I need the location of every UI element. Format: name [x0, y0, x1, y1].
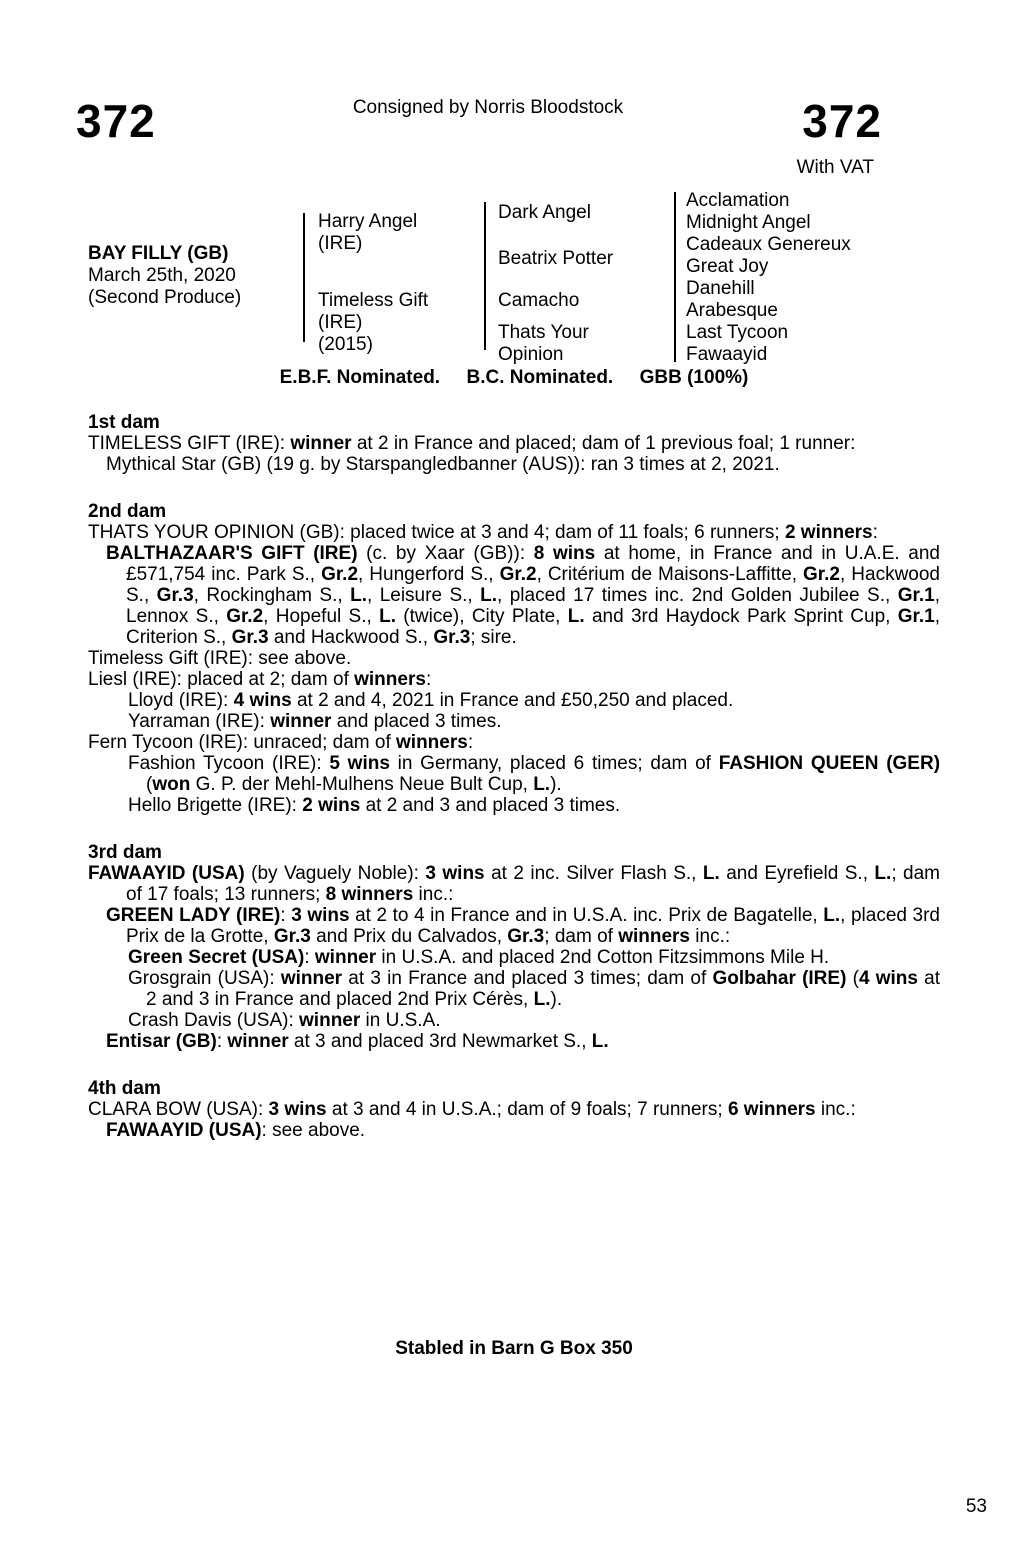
- vat-note: With VAT: [796, 157, 874, 178]
- pedigree-paragraph: Fashion Tycoon (IRE): 5 wins in Germany, placed 6 times; dam of FASHION QUEEN (GER) (won G. P. der Mehl-Mulhens Neue Bult Cup, L.).: [128, 753, 941, 795]
- grandsire-sireside: Dark Angel: [498, 202, 591, 223]
- subject-name: BAY FILLY (GB): [88, 243, 229, 264]
- pedigree-paragraph: Grosgrain (USA): winner at 3 in France and placed 3 times; dam of Golbahar (IRE) (4 wins at 2 and 3 in France and placed 2nd Prix Cérès, L.).: [128, 968, 941, 1010]
- grandsire-damside: Camacho: [498, 290, 580, 311]
- sire-name: Harry Angel: [318, 211, 418, 232]
- pedigree-paragraph: BALTHAZAAR'S GIFT (IRE) (c. by Xaar (GB)): 8 wins at home, in France and in U.A.E. and £571,754 inc. Park S., Gr.2, Hungerford S., Gr.2, Critérium de Maisons-Laffitte, Gr.2, Hackwood S., Gr.3, Rockingham S., L., Leisure S., L., placed 17 times inc. 2nd Golden Jubilee S., Gr.1, Lennox S., Gr.2, Hopeful S., L. (twice), City Plate, L. and 3rd Haydock Park Sprint Cup, Gr.1, Criterion S., Gr.3 and Hackwood S., Gr.3; sire.: [106, 543, 940, 648]
- great-grandparent: Acclamation: [686, 190, 790, 211]
- great-grandparent: Danehill: [686, 278, 755, 299]
- pedigree-paragraph: FAWAAYID (USA): see above.: [106, 1120, 366, 1141]
- pedigree-sections: [88, 412, 940, 1141]
- pedigree-paragraph: Mythical Star (GB) (19 g. by Starspangledbanner (AUS)): ran 3 times at 2, 2021.: [106, 454, 780, 475]
- great-grandparent: Midnight Angel: [686, 212, 811, 233]
- pedigree-paragraph: Hello Brigette (IRE): 2 wins at 2 and 3 and placed 3 times.: [128, 795, 621, 816]
- pedigree-paragraph: Yarraman (IRE): winner and placed 3 times.: [128, 711, 502, 732]
- great-grandparents-column: [686, 190, 940, 366]
- sire-suffix: (IRE): [318, 233, 363, 254]
- great-grandparent: Fawaayid: [686, 344, 768, 365]
- great-grandparent: Cadeaux Genereux: [686, 234, 851, 255]
- pedigree-paragraph: Green Secret (USA): winner in U.S.A. and placed 2nd Cotton Fitzsimmons Mile H.: [128, 947, 830, 968]
- pedigree-paragraph: GREEN LADY (IRE): 3 wins at 2 to 4 in France and in U.S.A. inc. Prix de Bagatelle, L., placed 3rd Prix de la Grotte, Gr.3 and Prix du Calvados, Gr.3; dam of winners inc.:: [106, 905, 940, 947]
- nominations-line: E.B.F. Nominated. B.C. Nominated. GBB (100%): [279, 367, 749, 388]
- pedigree-divider-1: [303, 213, 305, 342]
- subject-horse: [88, 243, 293, 309]
- section-heading: 3rd dam: [88, 842, 162, 863]
- dam-suffix: (IRE): [318, 312, 363, 333]
- dam-name: Timeless Gift: [318, 290, 429, 311]
- stabling-line: Stabled in Barn G Box 350: [395, 1338, 633, 1359]
- section-heading: 1st dam: [88, 412, 160, 433]
- consignor-line: Consigned by Norris Bloodstock: [352, 97, 624, 118]
- pedigree-paragraph: TIMELESS GIFT (IRE): winner at 2 in France and placed; dam of 1 previous foal; 1 runner:: [88, 433, 856, 454]
- sire-cell: [318, 211, 478, 255]
- subject-foaling-date: March 25th, 2020: [88, 265, 236, 286]
- granddam-damside: Thats Your Opinion: [498, 322, 589, 365]
- page-number: 53: [965, 1496, 987, 1517]
- lot-number-left: 372: [76, 95, 156, 147]
- dam-cell: [318, 290, 478, 356]
- granddam-sireside: Beatrix Potter: [498, 248, 614, 269]
- great-grandparent: Last Tycoon: [686, 322, 789, 343]
- pedigree-paragraph: Timeless Gift (IRE): see above.: [88, 648, 352, 669]
- great-grandparent: Great Joy: [686, 256, 769, 277]
- pedigree-divider-2: [484, 202, 486, 350]
- subject-produce-note: (Second Produce): [88, 287, 242, 308]
- pedigree-paragraph: CLARA BOW (USA): 3 wins at 3 and 4 in U.S.A.; dam of 9 foals; 7 runners; 6 winners inc.:: [88, 1099, 856, 1120]
- pedigree-table: [88, 190, 940, 370]
- pedigree-paragraph: Lloyd (IRE): 4 wins at 2 and 4, 2021 in France and £50,250 and placed.: [128, 690, 734, 711]
- pedigree-paragraph: Fern Tycoon (IRE): unraced; dam of winners:: [88, 732, 474, 753]
- dam-year: (2015): [318, 334, 373, 355]
- lot-number-right: 372: [802, 95, 882, 147]
- pedigree-paragraph: Entisar (GB): winner at 3 and placed 3rd Newmarket S., L.: [106, 1031, 609, 1052]
- pedigree-paragraph: FAWAAYID (USA) (by Vaguely Noble): 3 wins at 2 inc. Silver Flash S., L. and Eyrefield S., L.; dam of 17 foals; 13 runners; 8 winners inc.:: [88, 863, 940, 905]
- section-heading: 2nd dam: [88, 501, 167, 522]
- pedigree-paragraph: Liesl (IRE): placed at 2; dam of winners:: [88, 669, 432, 690]
- section-heading: 4th dam: [88, 1078, 161, 1099]
- pedigree-paragraph: THATS YOUR OPINION (GB): placed twice at 3 and 4; dam of 11 foals; 6 runners; 2 winners:: [88, 522, 878, 543]
- great-grandparent: Arabesque: [686, 300, 778, 321]
- pedigree-divider-3: [674, 192, 676, 362]
- pedigree-paragraph: Crash Davis (USA): winner in U.S.A.: [128, 1010, 441, 1031]
